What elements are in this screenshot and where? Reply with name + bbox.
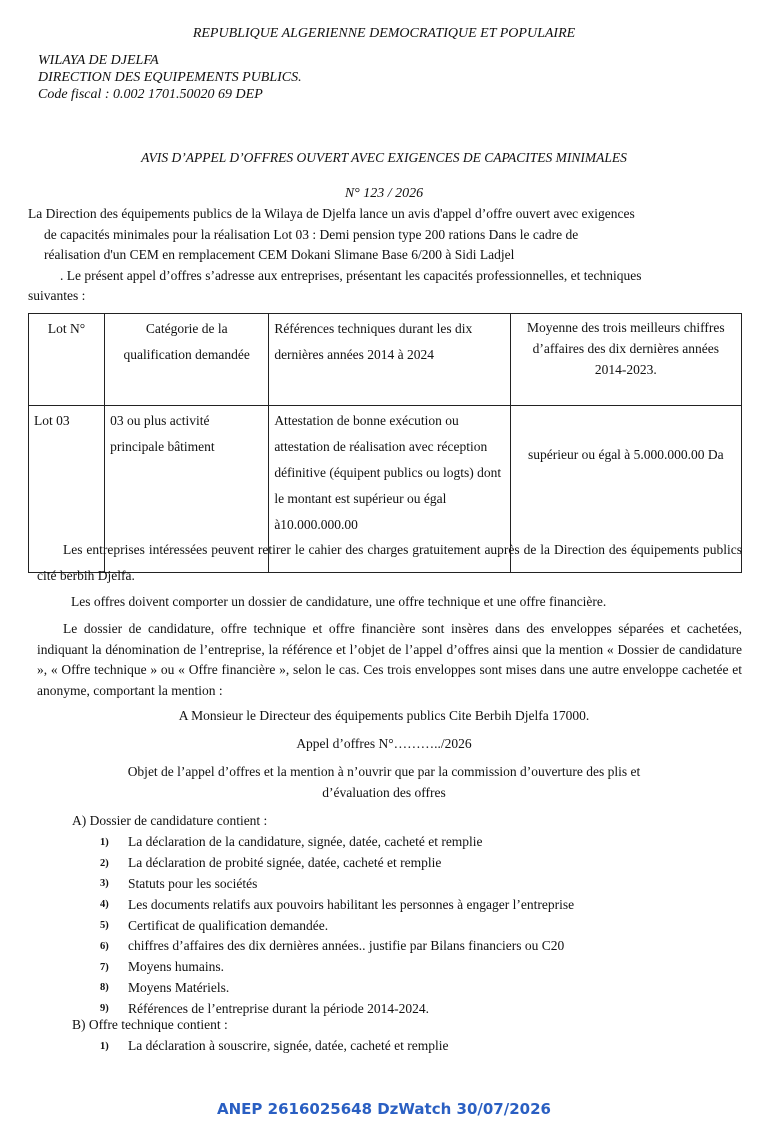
item-number: 9) [100,1003,109,1015]
republic-heading: REPUBLIQUE ALGERIENNE DEMOCRATIQUE ET POPULAIRE [192,26,576,41]
list-item [100,894,720,915]
cell-turnover: supérieur ou égal à 5.000.000.00 Da [510,406,741,573]
notice-number: N° 123 / 2026 [344,186,424,201]
header-category: Catégorie de la qualification demandée [105,314,269,406]
wilaya-line: WILAYA DE DJELFA [38,53,159,68]
paragraph-withdraw: Les entreprises intéressées peuvent retirer le cahier des charges gratuitement auprès de la Direction des équipements publics cité berbih Djelfa. [37,542,742,583]
appel-number-line: Appel d’offres N°………../2026 [296,736,472,751]
offre-technique-list [100,1036,720,1057]
fiscal-code-line: Code fiscal : 0.002 1701.50020 69 DEP [38,87,263,102]
footer-reference: ANEP 2616025648 DzWatch 30/07/2026 [217,1100,551,1118]
list-item [100,978,720,999]
address-line: A Monsieur le Directeur des équipements publics Cite Berbih Djelfa 17000. [178,708,590,723]
paragraph-envelopes: Le dossier de candidature, offre technique et offre financière sont insères dans des enveloppes séparées et cachetées, indiquant la dénomination de l’entreprise, la référence et l’objet de l’appel d’offres ainsi que la mention « Dossier de candidature », « Offre technique » ou « Offre financière », selon le cas. Ces trois enveloppes sont mises dans une autre enveloppe cachetée et anonyme, comportant la mention : [37,621,742,698]
header-turnover: Moyenne des trois meilleurs chiffres d’affaires des dix dernières années 2014-2023. [510,314,741,406]
list-item [100,957,720,978]
item-number: 6) [100,940,109,952]
intro-line: réalisation d'un CEM en remplacement CEM Dokani Slimane Base 6/200 à Sidi Ladjel [44,247,515,262]
notice-title: AVIS D’APPEL D’OFFRES OUVERT AVEC EXIGENCES DE CAPACITES MINIMALES [141,150,627,165]
body-paragraph [37,592,742,613]
objet-line: d’évaluation des offres [322,785,446,800]
list-item [100,832,720,853]
item-text: Les documents relatifs aux pouvoirs habilitant les personnes à engager l’entreprise [128,896,575,912]
item-text: Moyens humains. [128,959,224,975]
item-text: Moyens Matériels. [128,979,230,995]
dossier-title: A) Dossier de candidature contient : [72,813,268,828]
item-text: La déclaration de probité signée, datée, cacheté et remplie [128,855,442,871]
item-number: 1) [100,1040,109,1052]
body-paragraph [37,619,742,701]
organization-block [38,52,302,103]
intro-line: . Le présent appel d’offres s’adresse aux entreprises, présentant les capacités professionnelles, et techniques [60,267,642,283]
list-item [100,915,720,936]
header-references: Références techniques durant les dix dernières années 2014 à 2024 [269,314,510,406]
list-item [100,936,720,957]
item-text: La déclaration à souscrire, signée, datée, cacheté et remplie [128,1038,449,1054]
offre-technique-title: B) Offre technique contient : [72,1017,228,1032]
item-number: 7) [100,961,109,973]
list-item [100,874,720,895]
item-text: chiffres d’affaires des dix dernières années.. justifie par Bilans financiers ou C20 [128,938,565,954]
item-number: 8) [100,982,109,994]
item-number: 2) [100,857,109,869]
list-item [100,1036,720,1057]
cell-references: Attestation de bonne exécution ou attestation de réalisation avec réception définitive (équipent publics ou logts) dont le montant est supérieur ou égal à10.000.000.00 [269,406,510,573]
table-header-row [29,314,742,406]
item-number: 4) [100,899,109,911]
item-text: La déclaration de la candidature, signée, datée, cacheté et remplie [128,834,483,850]
item-number: 3) [100,878,109,890]
intro-line: de capacités minimales pour la réalisation Lot 03 : Demi pension type 200 rations Dans le cadre de [44,226,579,242]
intro-line: suivantes : [28,288,86,303]
objet-line: Objet de l’appel d’offres et la mention à n’ouvrir que par la commission d’ouverture des plis et [127,764,641,779]
header-lot: Lot N° [29,314,105,406]
dossier-list [100,832,720,1019]
item-number: 1) [100,836,109,848]
cell-lot: Lot 03 [29,406,105,573]
requirements-table [28,313,742,573]
item-text: Certificat de qualification demandée. [128,917,329,933]
item-text: Références de l’entreprise durant la période 2014-2024. [128,1000,430,1016]
item-number: 5) [100,920,109,932]
direction-line: DIRECTION DES EQUIPEMENTS PUBLICS. [38,70,302,85]
intro-paragraph [28,204,742,307]
intro-line: La Direction des équipements publics de la Wilaya de Djelfa lance un avis d'appel d’offre ouvert avec exigences [28,206,635,221]
item-text: Statuts pour les sociétés [128,875,258,891]
body-paragraph [37,537,742,589]
list-item [100,853,720,874]
paragraph-offers: Les offres doivent comporter un dossier de candidature, une offre technique et une offre financière. [71,594,607,609]
cell-category: 03 ou plus activité principale bâtiment [105,406,269,573]
